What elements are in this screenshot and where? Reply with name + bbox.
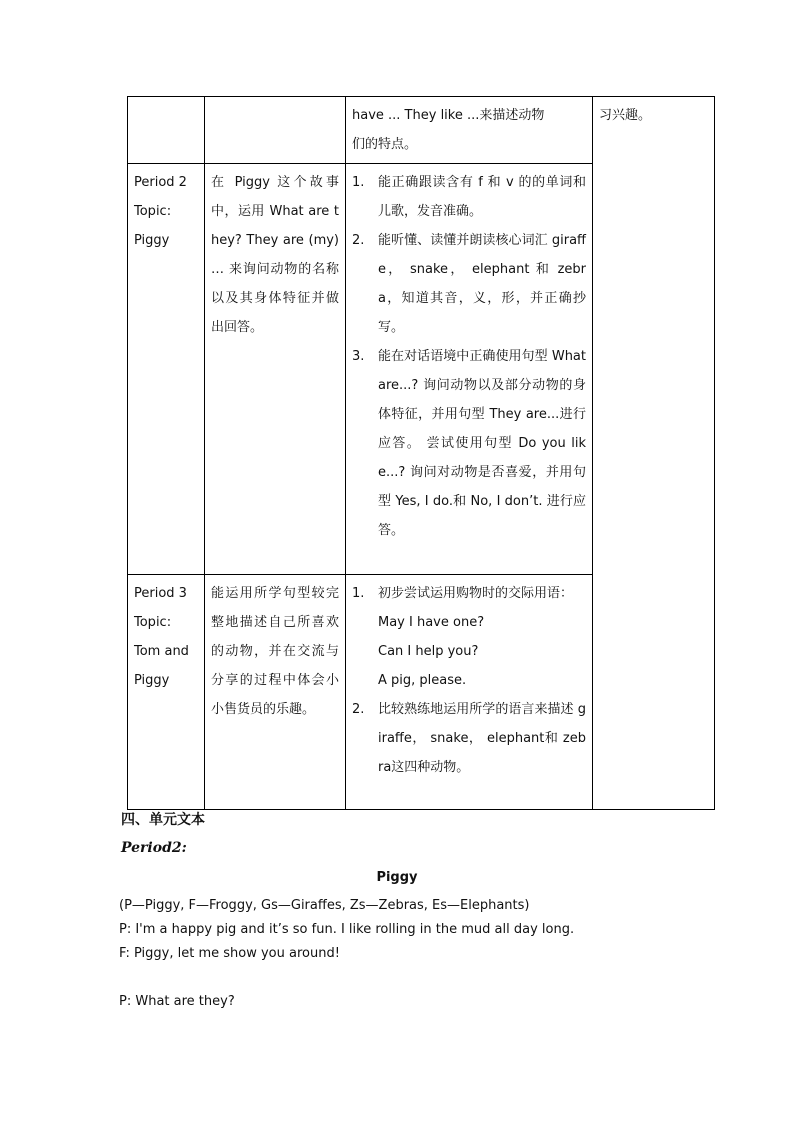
story-title: Piggy — [376, 870, 418, 885]
goal-cell — [205, 97, 346, 164]
lesson-plan-table — [127, 96, 715, 810]
objectives-cell — [346, 97, 593, 164]
story-line — [119, 966, 719, 990]
list-item — [352, 695, 586, 782]
objectives-cell — [346, 575, 593, 810]
objectives-list — [352, 168, 586, 545]
period-label: Period 3 — [134, 586, 187, 601]
objective-text: 初步尝试运用购物时的交际用语： — [378, 586, 574, 601]
topic-label: Topic: — [134, 615, 172, 630]
goal-text: 能运用所学句型较完整地描述自己所喜欢的动物，并在交流与分享的过程中体会小小售货员的乐趣。 — [211, 586, 339, 717]
objective-text: 们的特点。 — [352, 137, 418, 152]
item-number: 1. — [352, 586, 365, 601]
item-number: 1. — [352, 175, 365, 190]
story-line: F: Piggy, let me show you around! — [119, 946, 340, 961]
story-line: (P—Piggy, F—Froggy, Gs—Giraffes, Zs—Zebras, Es—Elephants) — [119, 898, 530, 913]
objectives-cell — [346, 164, 593, 575]
period-heading: Period2: — [121, 840, 187, 856]
phrase-text: A pig, please. — [378, 673, 467, 688]
objectives-list — [352, 579, 586, 782]
item-number: 2. — [352, 702, 365, 717]
table-row — [128, 97, 715, 164]
period-cell — [128, 575, 205, 810]
list-item — [352, 579, 586, 695]
objective-text: 比较熟练地运用所学的语言来描述 giraffe， snake， elephant和 zebra这四种动物。 — [378, 702, 586, 775]
goal-cell — [205, 164, 346, 575]
interest-text: 习兴趣。 — [599, 108, 652, 123]
interest-cell — [593, 97, 715, 810]
objective-text: 能在对话语境中正确使用句型 What are...? 询问动物以及部分动物的身体特征，并用句型 They are...进行应答。 尝试使用句型 Do you like...? 询问对动物是否喜爱，并用句型 Yes, I do.和 No, I don’t. 进行应答。 — [378, 349, 586, 538]
period-label: Period 2 — [134, 175, 187, 190]
goal-cell — [205, 575, 346, 810]
period-cell — [128, 97, 205, 164]
story-line: P: I'm a happy pig and it’s so fun. I like rolling in the mud all day long. — [119, 922, 575, 937]
topic-name: Tom and — [134, 644, 189, 659]
topic-name: Piggy — [134, 233, 170, 248]
objective-text: 能正确跟读含有 f 和 v 的的单词和儿歌，发音准确。 — [378, 175, 586, 219]
item-number: 2. — [352, 233, 365, 248]
period-cell — [128, 164, 205, 575]
story-line: P: What are they? — [119, 994, 235, 1009]
list-item — [352, 226, 586, 342]
topic-name: Piggy — [134, 673, 170, 688]
story-text — [119, 894, 719, 1014]
phrase-text: Can I help you? — [378, 644, 479, 659]
section-heading: 四、单元文本 — [121, 812, 205, 828]
list-item — [352, 168, 586, 226]
topic-label: Topic: — [134, 204, 172, 219]
objective-text: 能听懂、读懂并朗读核心词汇 giraffe， snake， elephant 和 zebra，知道其音，义，形，并正确抄写。 — [378, 233, 586, 335]
item-number: 3. — [352, 349, 365, 364]
objective-text: have ... They like ...来描述动物 — [352, 108, 545, 123]
goal-text: 在 Piggy 这个故事中，运用 What are they? They are (my) … 来询问动物的名称以及其身体特征并做出回答。 — [211, 175, 339, 335]
list-item — [352, 342, 586, 545]
phrase-text: May I have one? — [378, 615, 485, 630]
